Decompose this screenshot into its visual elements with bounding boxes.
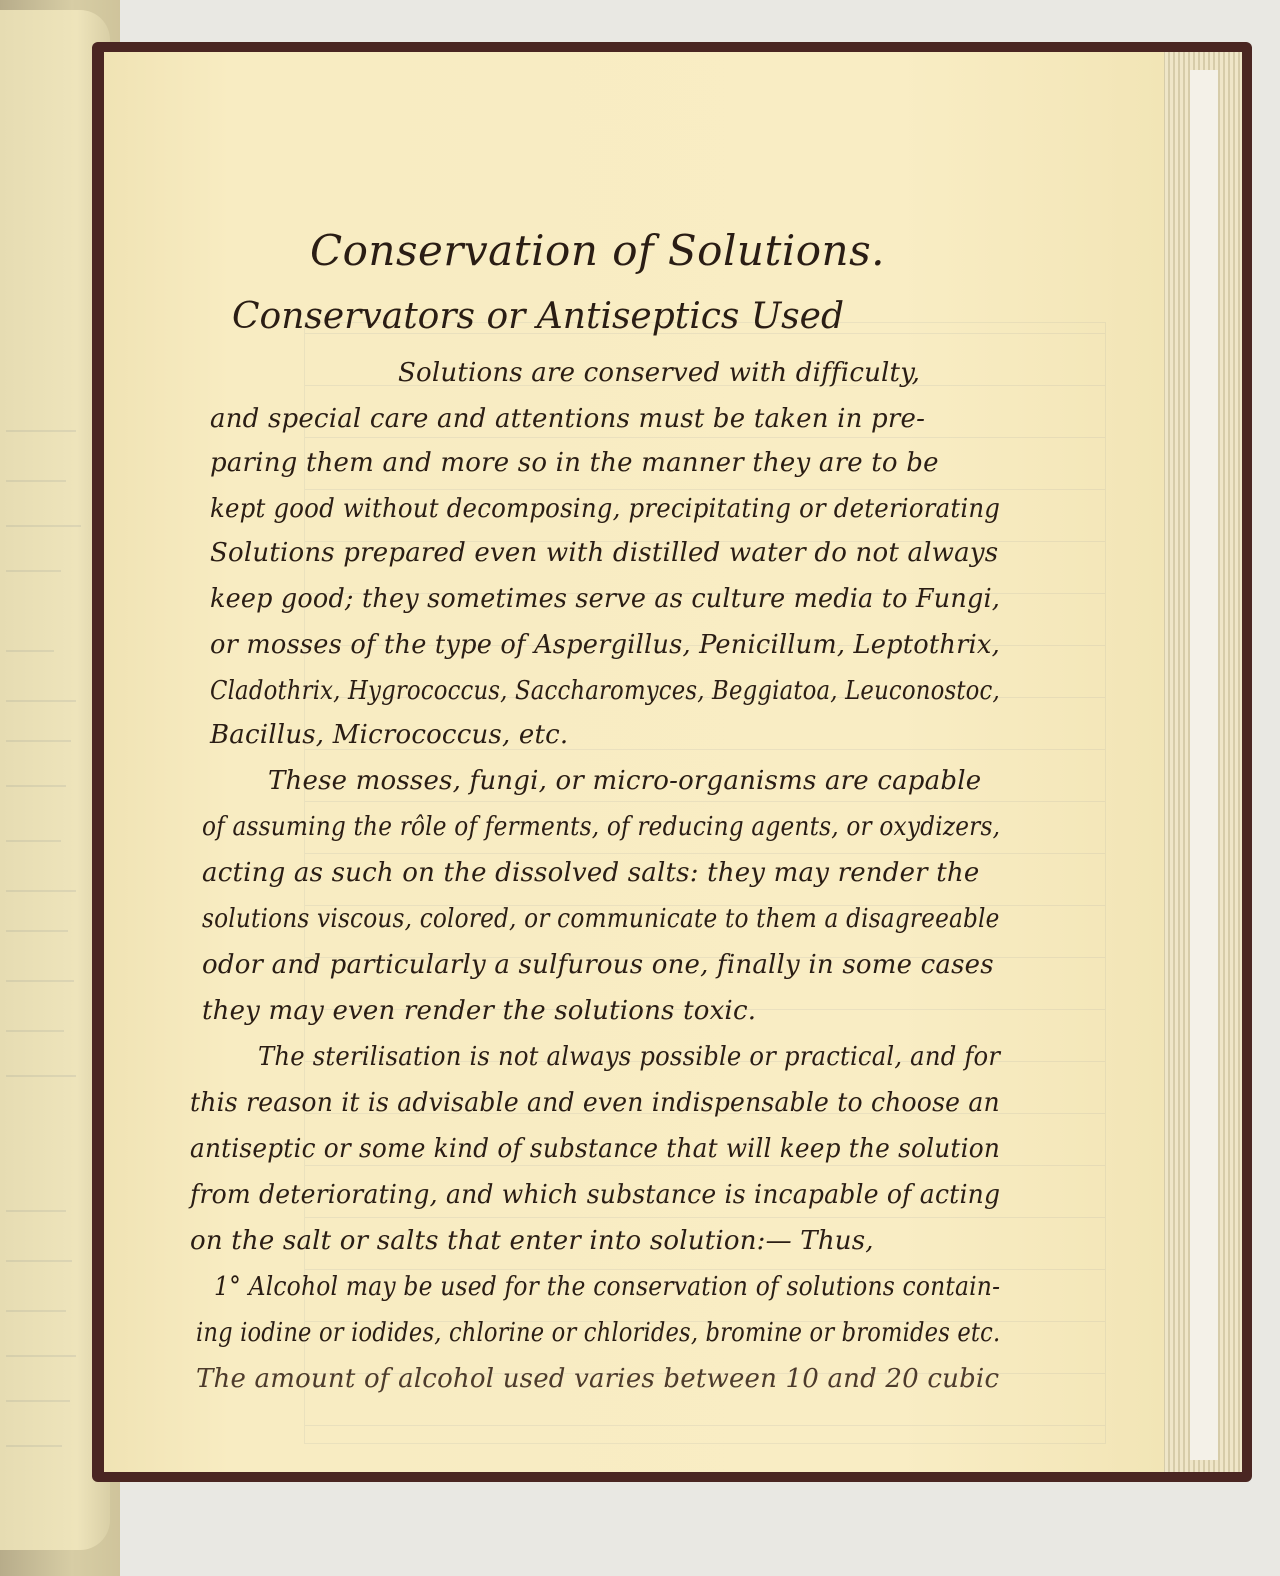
text-line: 1° Alcohol may be used for the conservation of solutions contain- bbox=[214, 1272, 1001, 1302]
ink-bleed-line bbox=[6, 980, 74, 982]
text-line: The amount of alcohol used varies between 10 and 20 cubic bbox=[196, 1364, 1000, 1394]
text-line: Bacillus, Micrococcus, etc. bbox=[210, 720, 569, 750]
page-subtitle: Conservators or Antiseptics Used bbox=[232, 296, 844, 337]
ink-bleed-line bbox=[6, 1030, 64, 1032]
text-line: solutions viscous, colored, or communicate to them a disagreeable bbox=[202, 904, 1000, 934]
ink-bleed-line bbox=[6, 890, 76, 892]
ink-bleed-line bbox=[6, 570, 61, 572]
text-line: or mosses of the type of Aspergillus, Penicillum, Leptothrix, bbox=[210, 630, 1000, 660]
text-line: kept good without decomposing, precipitating or deteriorating bbox=[210, 494, 1001, 524]
text-line: from deteriorating, and which substance is incapable of acting bbox=[190, 1180, 1001, 1210]
text-line: and special care and attentions must be taken in pre- bbox=[210, 404, 926, 434]
ink-bleed-line bbox=[6, 840, 61, 842]
text-line: paring them and more so in the manner they are to be bbox=[210, 448, 939, 478]
ink-bleed-line bbox=[6, 1310, 66, 1312]
ink-bleed-line bbox=[6, 700, 76, 702]
ink-bleed-line bbox=[6, 1355, 76, 1357]
ink-bleed-line bbox=[6, 525, 81, 527]
ink-bleed-line bbox=[6, 740, 71, 742]
ink-bleed-line bbox=[6, 785, 66, 787]
ink-bleed-line bbox=[6, 930, 68, 932]
ink-bleed-line bbox=[6, 1210, 66, 1212]
text-line: The sterilisation is not always possible or practical, and for bbox=[258, 1042, 1001, 1072]
text-line: they may even render the solutions toxic. bbox=[202, 996, 757, 1026]
text-line: Cladothrix, Hygrococcus, Saccharomyces, Beggiatoa, Leuconostoc, bbox=[210, 676, 1000, 706]
text-line: ing iodine or iodides, chlorine or chlorides, bromine or bromides etc. bbox=[196, 1318, 1001, 1348]
ink-bleed-line bbox=[6, 1400, 70, 1402]
ink-bleed-line bbox=[6, 650, 54, 652]
text-line: Solutions prepared even with distilled water do not always bbox=[210, 538, 999, 568]
text-line: acting as such on the dissolved salts: they may render the bbox=[202, 858, 980, 888]
ink-bleed-line bbox=[6, 480, 66, 482]
ink-bleed-line bbox=[6, 1445, 62, 1447]
text-line: odor and particularly a sulfurous one, finally in some cases bbox=[202, 950, 994, 980]
text-line: of assuming the rôle of ferments, of reducing agents, or oxydizers, bbox=[202, 812, 1001, 842]
text-line: Solutions are conserved with difficulty, bbox=[398, 358, 921, 388]
text-line: antiseptic or some kind of substance that will keep the solution bbox=[190, 1134, 1000, 1164]
text-line: These mosses, fungi, or micro-organisms are capable bbox=[268, 766, 982, 796]
page-title: Conservation of Solutions. bbox=[310, 226, 885, 275]
text-line: keep good; they sometimes serve as culture media to Fungi, bbox=[210, 584, 1001, 614]
loose-sheet bbox=[1190, 70, 1218, 1460]
text-line: this reason it is advisable and even indispensable to choose an bbox=[190, 1088, 1000, 1118]
text-line: on the salt or salts that enter into solution:— Thus, bbox=[190, 1226, 874, 1256]
ink-bleed-line bbox=[6, 1075, 76, 1077]
ink-bleed-line bbox=[6, 1260, 72, 1262]
ink-bleed-line bbox=[6, 430, 76, 432]
